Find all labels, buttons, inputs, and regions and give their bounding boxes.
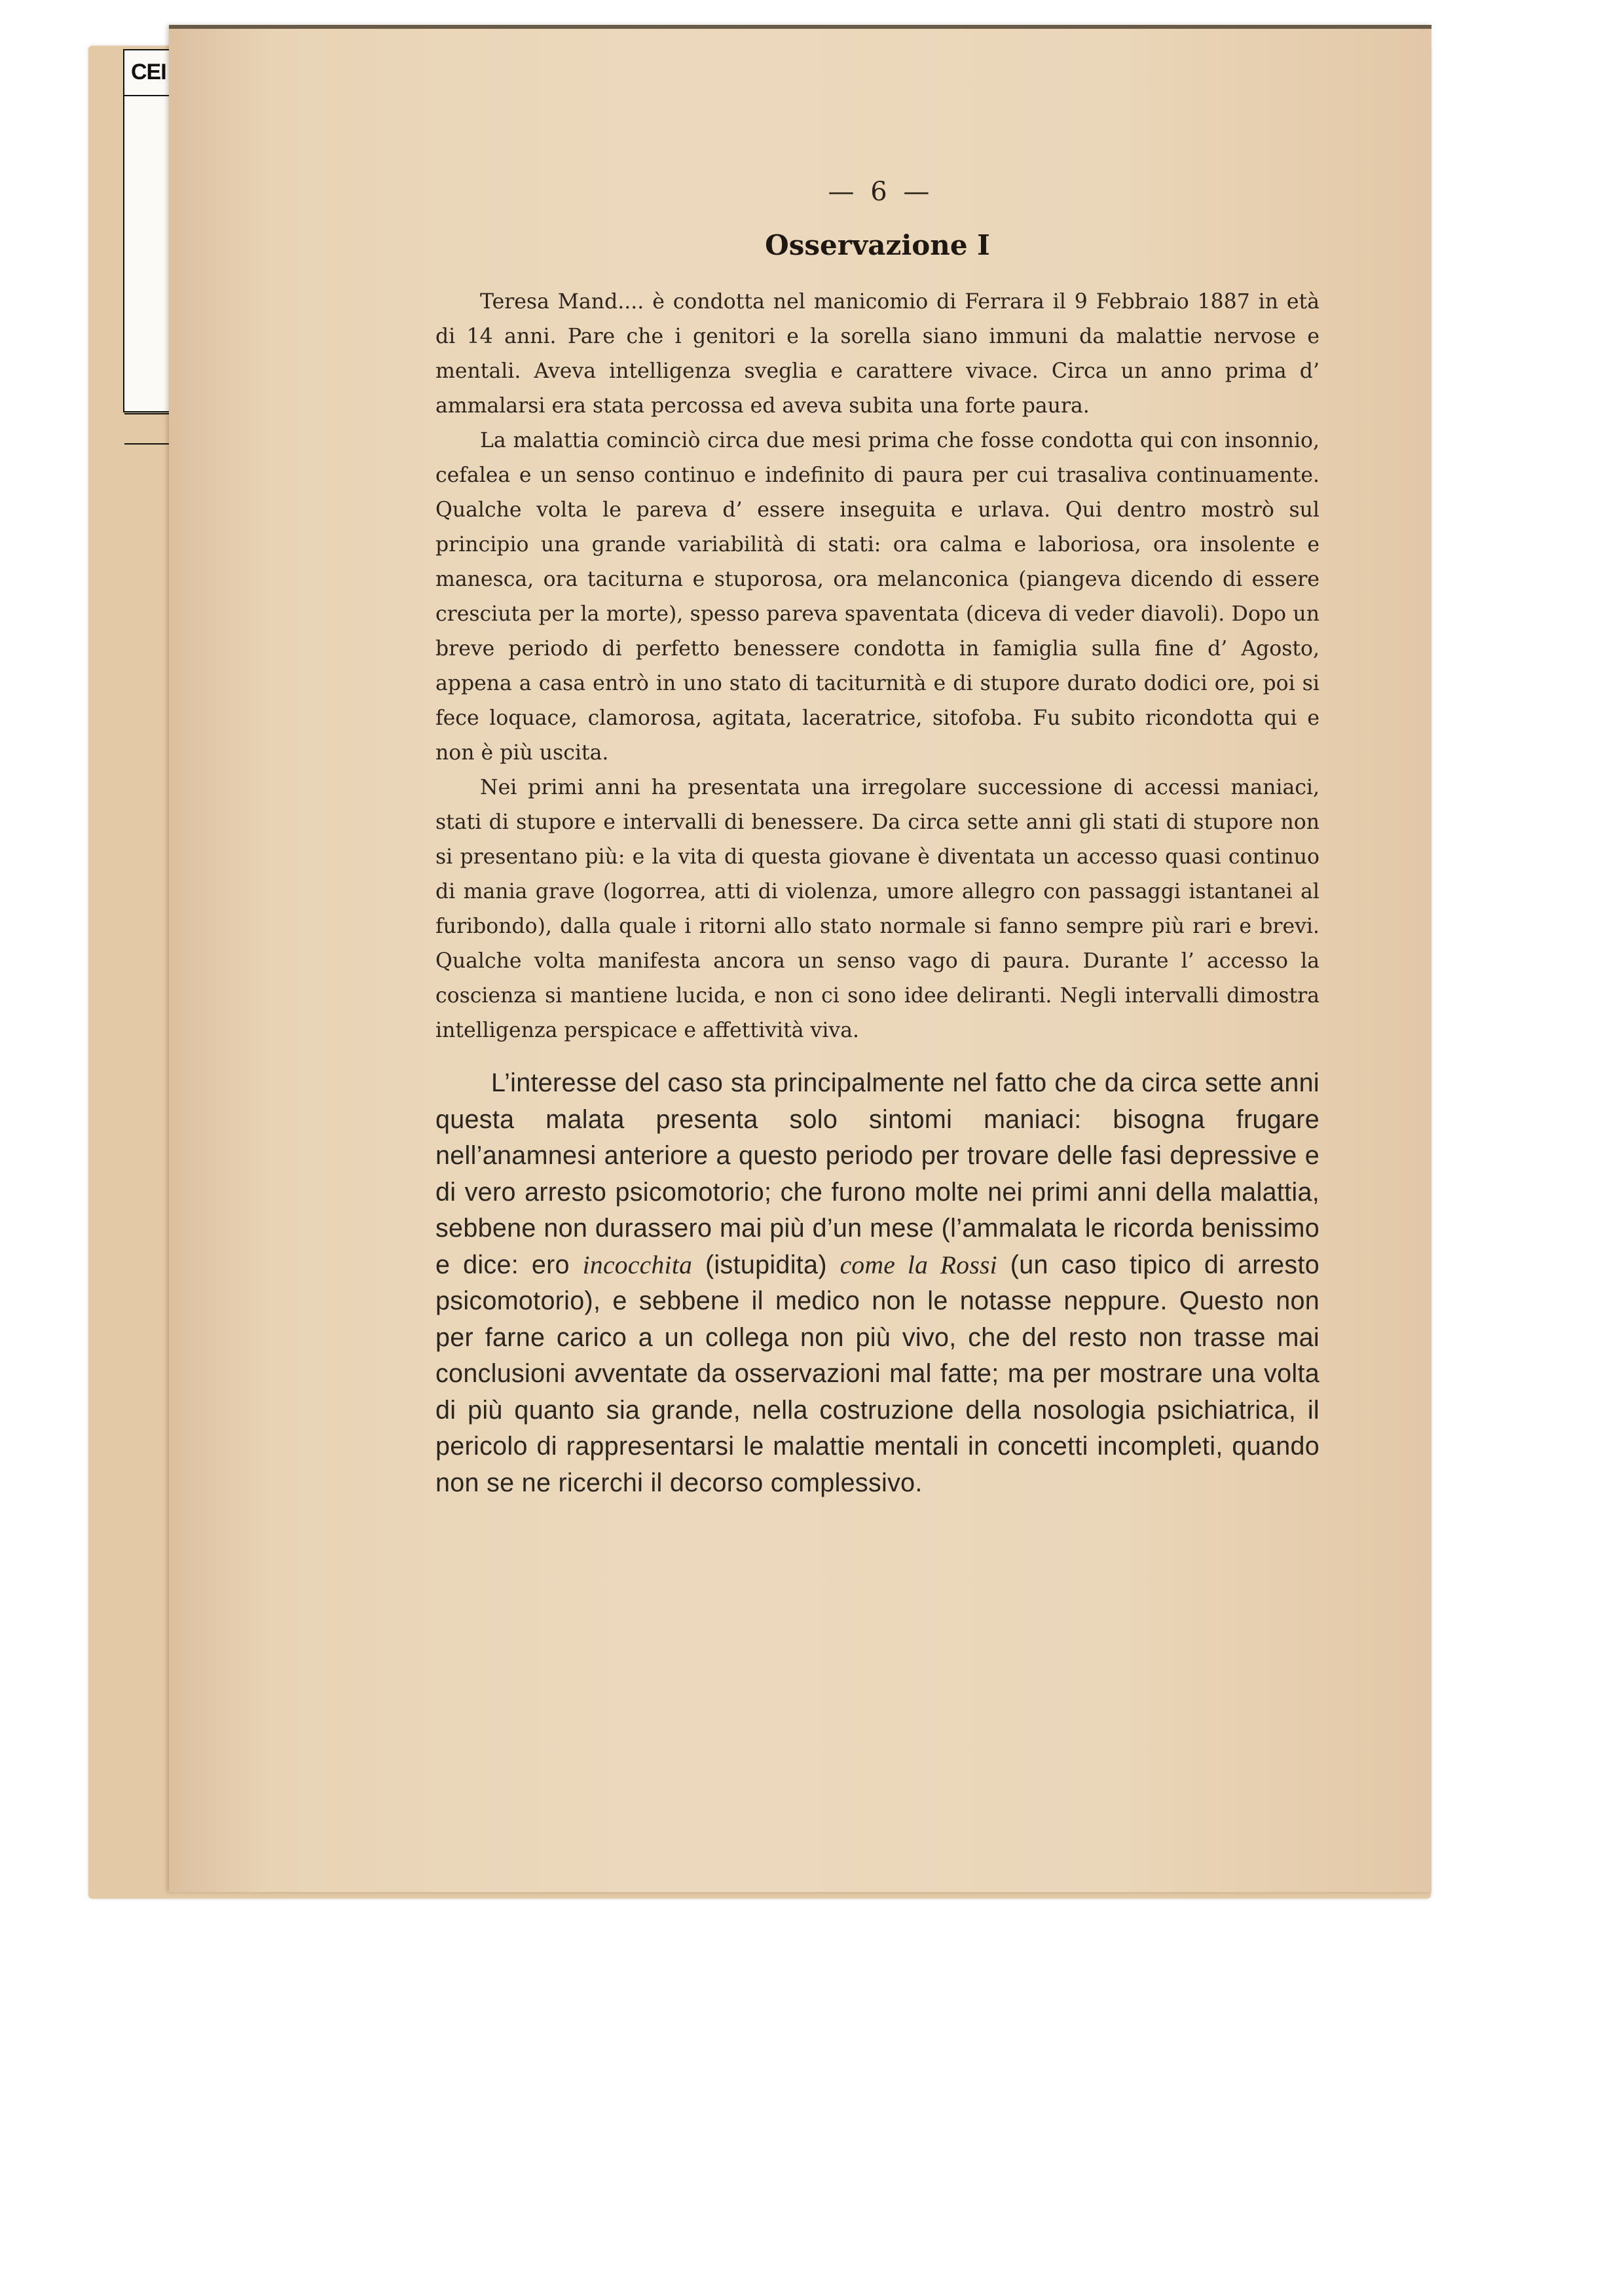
commentary-text: (istupidita) — [692, 1250, 840, 1279]
archive-label — [123, 49, 170, 412]
italic-term: incocchita — [582, 1250, 693, 1279]
italic-term: come la Rossi — [840, 1250, 997, 1279]
commentary — [435, 1065, 1320, 1501]
observation-paragraph: Teresa Mand.... è condotta nel manicomio di Ferrara il 9 Febbraio 1887 in età di 14 anni. Pare che i genitori e la sorella siano immuni da malattie nervose e mentali. Aveva intelligenza sveglia e carattere vivace. Circa un anno prima d’ ammalarsi era stata percossa ed aveva subita una forte paura. — [435, 290, 1320, 418]
commentary-text: (un caso tipico di arresto psicomotorio), e sebbene il medico non le notasse neppure. Questo non per farne carico a un collega non più vivo, che del resto non trasse mai conclusioni avventate da osservazioni mal fatte; ma per mostrare una volta di più quanto sia grande, nella costruzione della nosologia psichiatrica, il pericolo di rappresentarsi le malattie mentali in concetti incompleti, quando non se ne ricerchi il decorso complessivo. — [435, 1250, 1320, 1497]
label-divider — [124, 413, 170, 414]
page-content — [435, 177, 1320, 1501]
page-number: — 6 — — [828, 177, 934, 207]
commentary-paragraph — [435, 1065, 1320, 1501]
section-heading: Osservazione I — [765, 229, 990, 261]
observation-paragraph: La malattia cominciò circa due mesi prima che fosse condotta qui con insonnio, cefalea e un senso continuo e indefinito di paura per cui trasaliva continuamente. Qualche volta le pareva d’ essere inseguita e urlava. Qui dentro mostrò sul principio una grande variabilità di stati: ora calma e laboriosa, ora insolente e manesca, ora taciturna e stuporosa, ora melanconica (piangeva dicendo di essere cresciuta per la morte), spesso pareva spaventata (diceva di veder diavoli). Dopo un breve periodo di perfetto benessere condotta in famiglia sulla fine d’ Agosto, appena a casa entrò in uno stato di taciturnità e di stupore durato dodici ore, poi si fece loquace, clamorosa, agitata, laceratrice, sitofoba. Fu subito ricondotta qui e non è più uscita. — [435, 429, 1320, 765]
label-divider — [124, 443, 170, 445]
label-divider — [124, 95, 170, 96]
commentary-text: L’interesse del caso sta principalmente nel fatto che da circa sette anni questa malata presenta solo sintomi maniaci: bisogna frugare nell’anamnesi anteriore a questo periodo per trovare delle fasi depressive e di vero arresto psicomotorio; che furono molte nei primi anni della malattia, sebbene non durassero mai più d’un mese (l’ammalata le ricorda benissimo e dice: ero — [435, 1068, 1320, 1279]
observation-text — [435, 285, 1320, 1048]
archive-label-text: CEI — [131, 60, 166, 84]
observation-paragraph: Nei primi anni ha presentata una irregolare successione di accessi maniaci, stati di stupore e intervalli di benessere. Da circa sette anni gli stati di stupore non si presentano più: e la vita di questa giovane è diventata un accesso quasi continuo di mania grave (logorrea, atti di violenza, umore allegro con passaggi istantanei al furibondo), dalla quale i ritorni allo stato normale si fanno sempre più rari e brevi. Qualche volta manifesta ancora un senso vago di paura. Durante l’ accesso la coscienza si mantiene lucida, e non ci sono idee deliranti. Negli intervalli dimostra intelligenza perspicace e affettività viva. — [435, 776, 1320, 1042]
